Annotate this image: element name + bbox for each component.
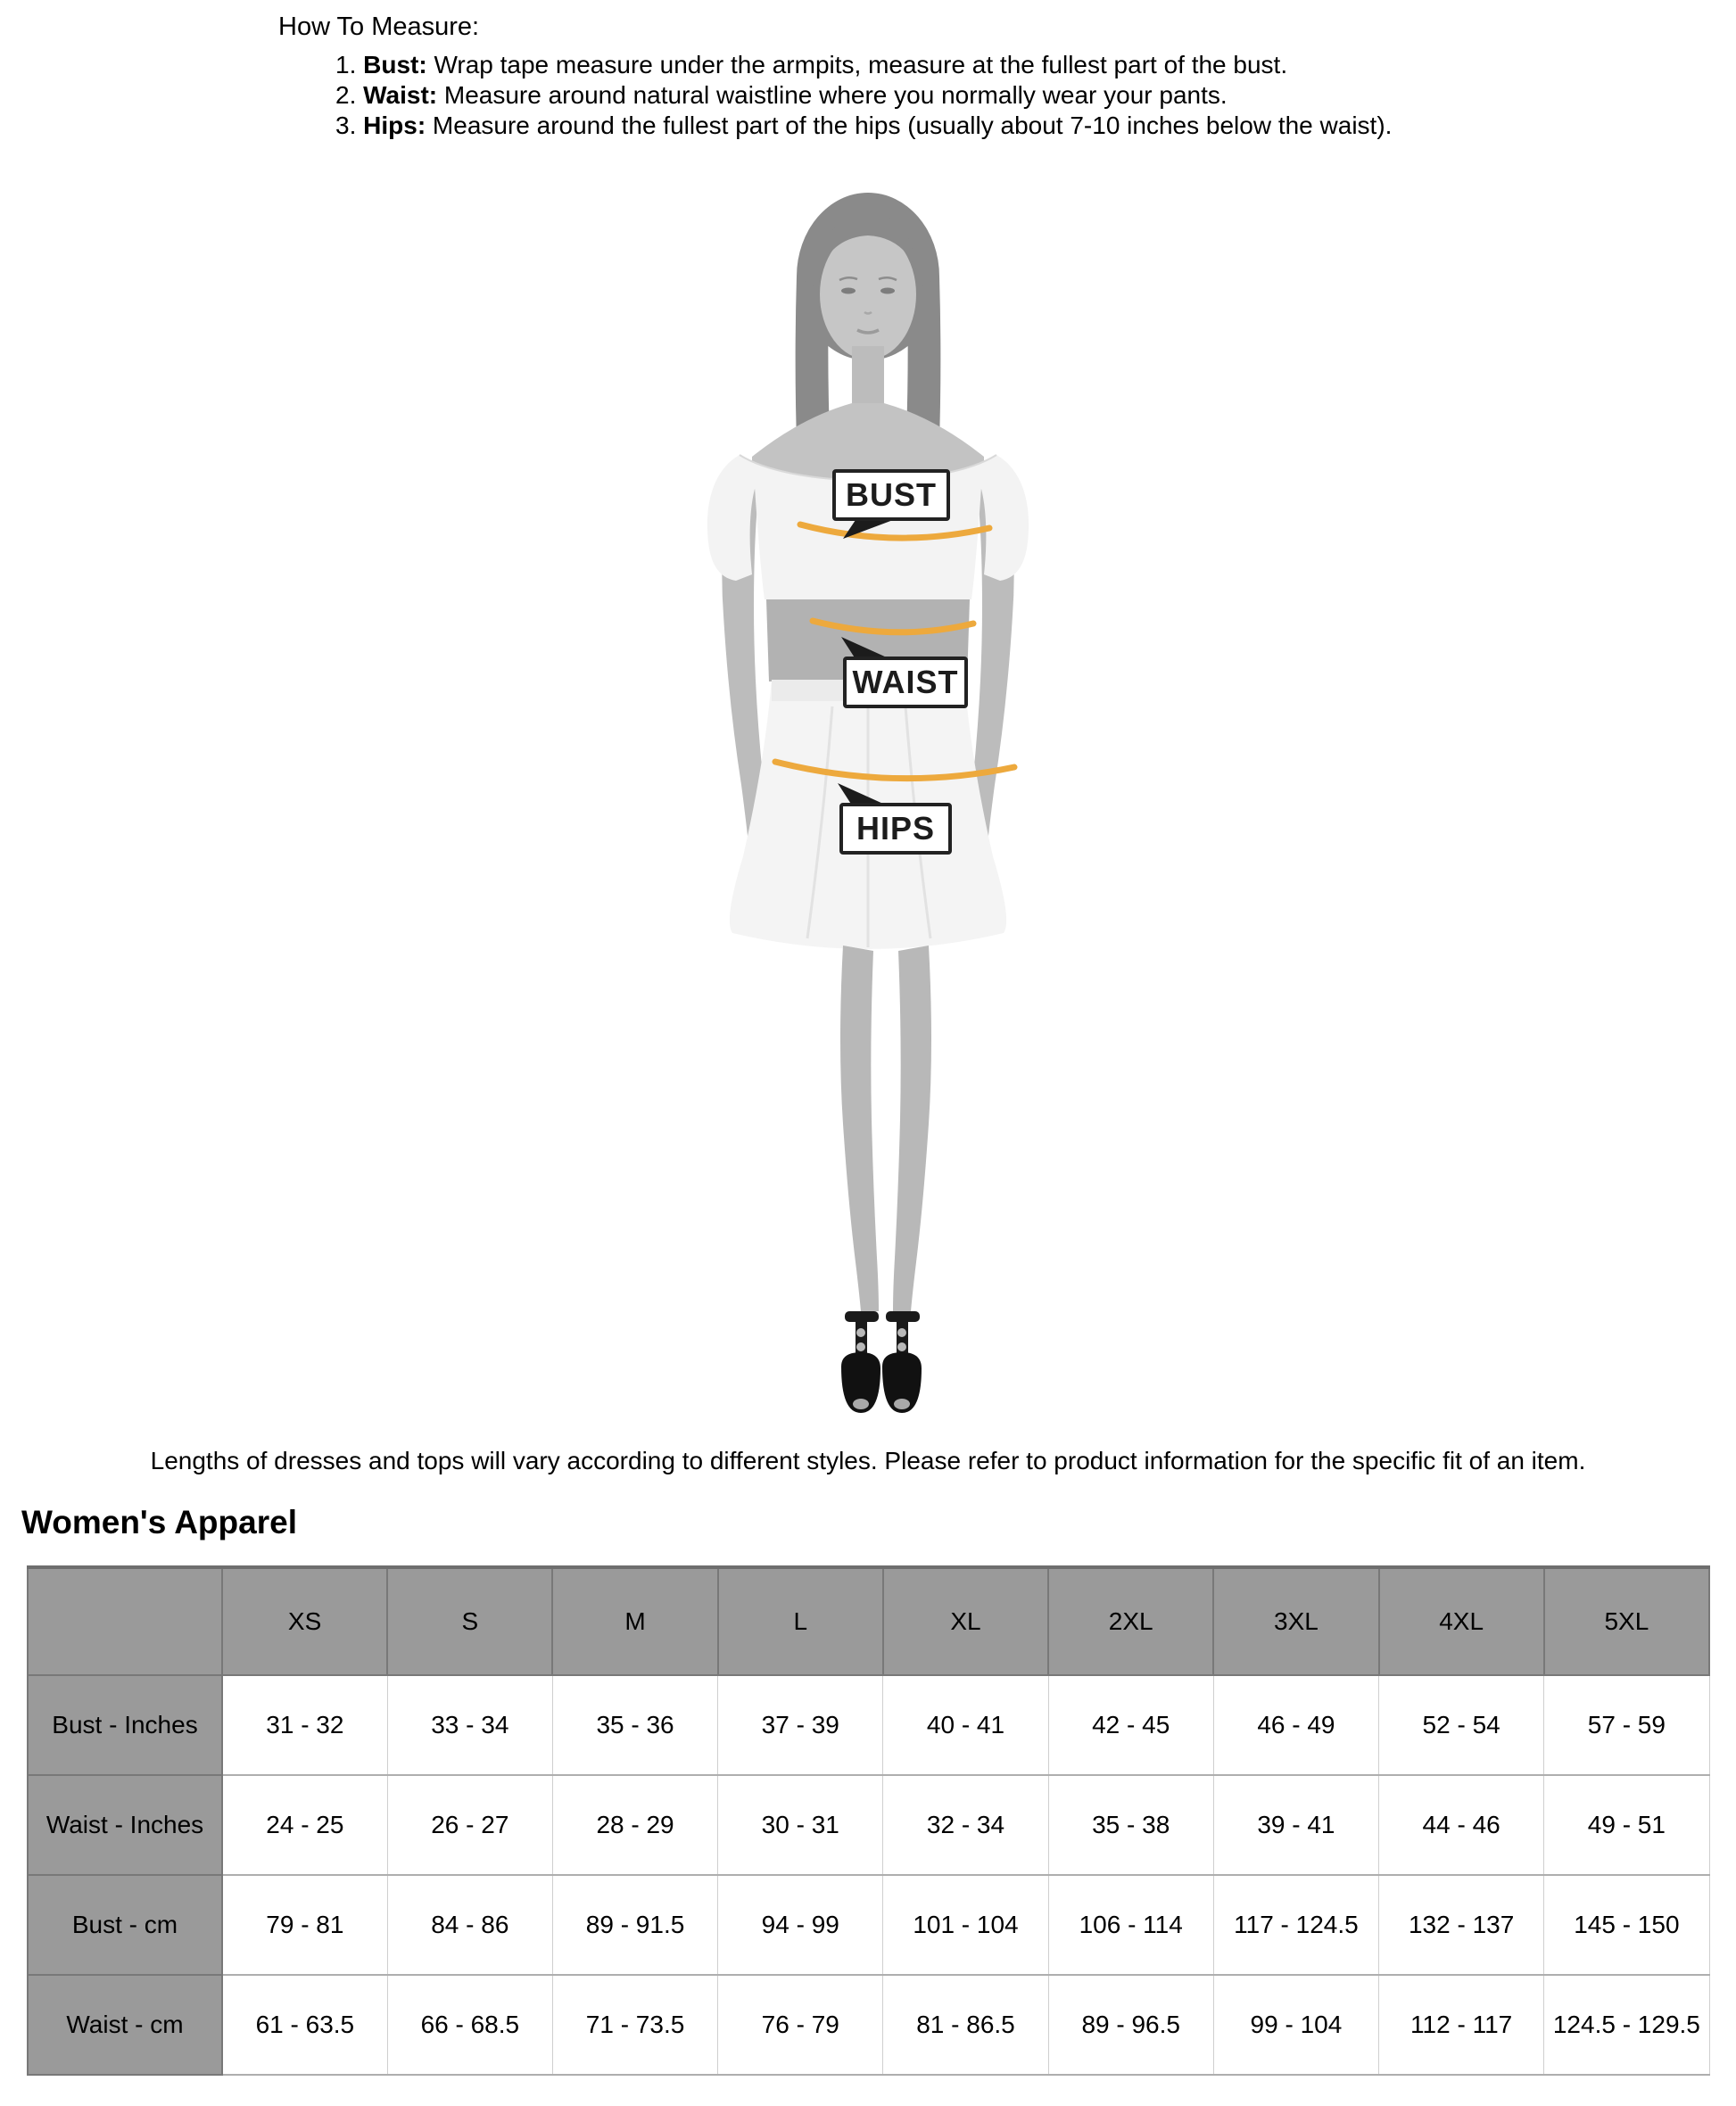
size-cell: 31 - 32 bbox=[222, 1675, 387, 1775]
size-cell: 145 - 150 bbox=[1544, 1875, 1709, 1975]
how-to-measure-title: How To Measure: bbox=[278, 12, 480, 41]
size-cell: 79 - 81 bbox=[222, 1875, 387, 1975]
size-table-head-row bbox=[28, 1567, 1709, 1675]
step-label: Bust: bbox=[363, 51, 427, 78]
measure-step-hips bbox=[335, 111, 1392, 141]
size-cell: 61 - 63.5 bbox=[222, 1975, 387, 2075]
size-cell: 42 - 45 bbox=[1048, 1675, 1213, 1775]
size-cell: 37 - 39 bbox=[718, 1675, 883, 1775]
size-column-header: XS bbox=[222, 1567, 387, 1675]
size-cell: 106 - 114 bbox=[1048, 1875, 1213, 1975]
row-label: Waist - Inches bbox=[28, 1775, 222, 1875]
size-column-header: 2XL bbox=[1048, 1567, 1213, 1675]
step-number: 3. bbox=[335, 111, 357, 139]
size-column-header: M bbox=[552, 1567, 717, 1675]
row-label: Bust - Inches bbox=[28, 1675, 222, 1775]
size-cell: 66 - 68.5 bbox=[387, 1975, 552, 2075]
row-label: Bust - cm bbox=[28, 1875, 222, 1975]
size-column-header: XL bbox=[883, 1567, 1048, 1675]
face bbox=[820, 212, 916, 359]
table-title: Women's Apparel bbox=[21, 1504, 297, 1540]
size-column-header: 4XL bbox=[1379, 1567, 1544, 1675]
size-cell: 101 - 104 bbox=[883, 1875, 1048, 1975]
step-label: Hips: bbox=[363, 111, 426, 139]
size-cell: 49 - 51 bbox=[1544, 1775, 1709, 1875]
size-cell: 35 - 36 bbox=[552, 1675, 717, 1775]
size-cell: 24 - 25 bbox=[222, 1775, 387, 1875]
corner-cell bbox=[28, 1567, 222, 1675]
size-column-header: 5XL bbox=[1544, 1567, 1709, 1675]
step-text: Wrap tape measure under the armpits, measure at the fullest part of the bust. bbox=[426, 51, 1288, 78]
size-cell: 84 - 86 bbox=[387, 1875, 552, 1975]
size-cell: 57 - 59 bbox=[1544, 1675, 1709, 1775]
legs bbox=[840, 946, 931, 1311]
size-cell: 52 - 54 bbox=[1379, 1675, 1544, 1775]
size-cell: 117 - 124.5 bbox=[1213, 1875, 1378, 1975]
size-cell: 89 - 91.5 bbox=[552, 1875, 717, 1975]
size-cell: 35 - 38 bbox=[1048, 1775, 1213, 1875]
size-cell: 46 - 49 bbox=[1213, 1675, 1378, 1775]
step-label: Waist: bbox=[363, 81, 438, 109]
high-heel-shoes bbox=[841, 1311, 922, 1413]
fit-note: Lengths of dresses and tops will vary according to different styles. Please refer to product information for the specific fit of an item. bbox=[150, 1447, 1586, 1474]
size-cell: 40 - 41 bbox=[883, 1675, 1048, 1775]
size-table-body bbox=[28, 1675, 1709, 2075]
size-cell: 76 - 79 bbox=[718, 1975, 883, 2075]
how-to-measure-list bbox=[335, 50, 1392, 141]
table-row bbox=[28, 1975, 1709, 2075]
size-cell: 112 - 117 bbox=[1379, 1975, 1544, 2075]
step-text: Measure around natural waistline where you normally wear your pants. bbox=[437, 81, 1228, 109]
size-cell: 132 - 137 bbox=[1379, 1875, 1544, 1975]
model-illustration bbox=[618, 187, 1118, 1427]
size-cell: 32 - 34 bbox=[883, 1775, 1048, 1875]
step-text: Measure around the fullest part of the hips (usually about 7-10 inches below the waist). bbox=[426, 111, 1393, 139]
size-cell: 94 - 99 bbox=[718, 1875, 883, 1975]
size-column-header: L bbox=[718, 1567, 883, 1675]
row-label: Waist - cm bbox=[28, 1975, 222, 2075]
size-cell: 71 - 73.5 bbox=[552, 1975, 717, 2075]
bust-label: BUST bbox=[846, 476, 937, 513]
table-row bbox=[28, 1775, 1709, 1875]
size-cell: 28 - 29 bbox=[552, 1775, 717, 1875]
size-column-header: 3XL bbox=[1213, 1567, 1378, 1675]
step-number: 1. bbox=[335, 51, 357, 78]
table-row bbox=[28, 1875, 1709, 1975]
step-number: 2. bbox=[335, 81, 357, 109]
size-cell: 26 - 27 bbox=[387, 1775, 552, 1875]
measure-step-bust bbox=[335, 50, 1392, 80]
size-cell: 124.5 - 129.5 bbox=[1544, 1975, 1709, 2075]
size-cell: 33 - 34 bbox=[387, 1675, 552, 1775]
size-cell: 44 - 46 bbox=[1379, 1775, 1544, 1875]
womens-apparel-size-table bbox=[27, 1565, 1710, 2076]
size-cell: 81 - 86.5 bbox=[883, 1975, 1048, 2075]
waist-label: WAIST bbox=[852, 664, 959, 700]
neck bbox=[852, 346, 884, 405]
measurement-model-figure bbox=[618, 187, 1118, 1427]
size-cell: 30 - 31 bbox=[718, 1775, 883, 1875]
size-cell: 39 - 41 bbox=[1213, 1775, 1378, 1875]
size-cell: 99 - 104 bbox=[1213, 1975, 1378, 2075]
table-row bbox=[28, 1675, 1709, 1775]
size-cell: 89 - 96.5 bbox=[1048, 1975, 1213, 2075]
hips-label: HIPS bbox=[856, 810, 936, 847]
measure-step-waist bbox=[335, 80, 1392, 111]
size-column-header: S bbox=[387, 1567, 552, 1675]
